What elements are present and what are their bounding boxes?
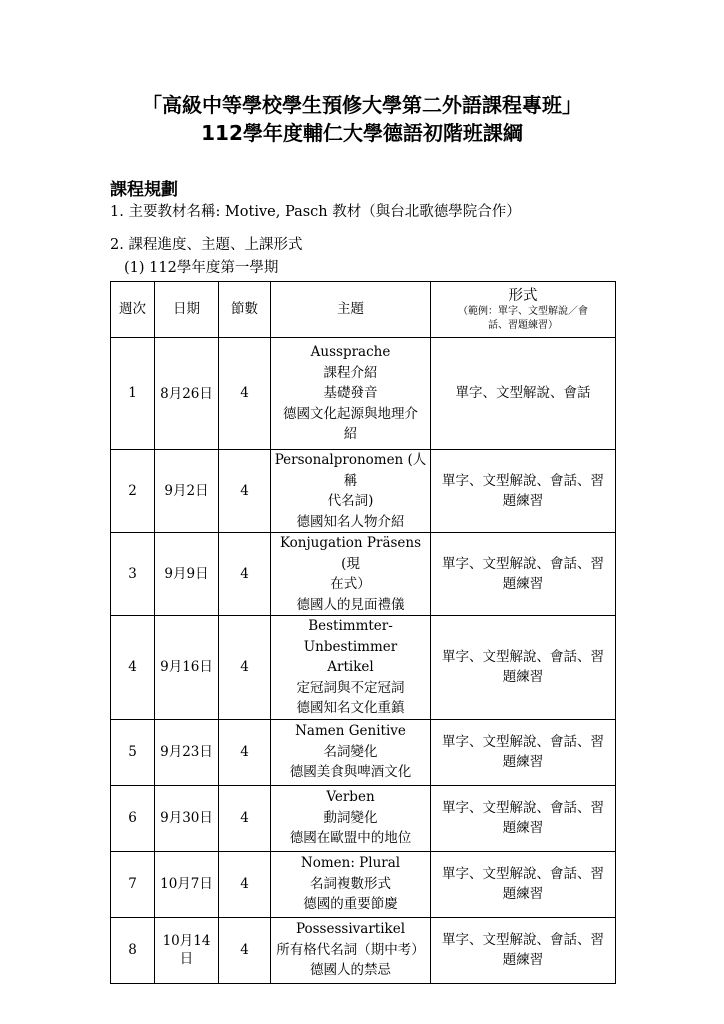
topic-line: Nomen: Plural bbox=[300, 855, 401, 872]
form-line: 單字、文型解說、會話、習 bbox=[442, 648, 604, 665]
form-line: 單字、文型解說、會話、習 bbox=[442, 555, 604, 572]
header-date: 日期 bbox=[155, 282, 219, 338]
form-line: 單字、文型解說、會話、習 bbox=[442, 931, 604, 948]
table-row bbox=[111, 719, 616, 785]
topic-line: 德國文化起源與地理介 bbox=[283, 405, 418, 422]
progress-item: 2. 課程進度、主題、上課形式 bbox=[110, 237, 303, 253]
topic-line: 德國人的禁忌 bbox=[310, 962, 391, 979]
week-cell: 7 bbox=[111, 851, 155, 917]
topic-line: 在式） bbox=[330, 576, 371, 592]
topic-cell bbox=[271, 851, 431, 917]
week-cell: 5 bbox=[111, 719, 155, 785]
topic-line: Namen Genitive bbox=[295, 723, 406, 740]
form-cell bbox=[431, 450, 616, 533]
topic-cell bbox=[271, 338, 431, 450]
sessions-cell: 4 bbox=[219, 719, 271, 785]
date-cell: 9月16日 bbox=[155, 616, 219, 720]
topic-line: 名詞複數形式 bbox=[310, 875, 391, 892]
form-cell bbox=[431, 785, 616, 851]
sessions-cell: 4 bbox=[219, 616, 271, 720]
header-topic: 主題 bbox=[271, 282, 431, 338]
header-sessions: 節數 bbox=[219, 282, 271, 338]
header-form-example-1: （範例：單字、文型解說／會 bbox=[458, 305, 588, 317]
topic-line: Verben bbox=[326, 789, 375, 806]
date-cell: 9月9日 bbox=[155, 533, 219, 616]
form-line: 單字、文型解說、會話 bbox=[455, 385, 591, 402]
form-cell bbox=[431, 616, 616, 720]
form-line: 題練習 bbox=[502, 754, 544, 770]
topic-line: 德國在歐盟中的地位 bbox=[289, 830, 412, 847]
form-line: 題練習 bbox=[502, 952, 544, 968]
form-line: 單字、文型解說、會話、習 bbox=[442, 799, 604, 816]
form-cell bbox=[431, 533, 616, 616]
date-cell: 9月23日 bbox=[155, 719, 219, 785]
date-cell: 10月14 日 bbox=[155, 917, 219, 983]
table-row bbox=[111, 533, 616, 616]
syllabus-table bbox=[110, 281, 616, 984]
topic-line: 德國的重要節慶 bbox=[303, 896, 398, 913]
topic-line: 代名詞) bbox=[327, 493, 374, 509]
document-title-line-1: 「高級中等學校學生預修大學第二外語課程專班」 bbox=[142, 93, 582, 117]
week-cell: 3 bbox=[111, 533, 155, 616]
topic-line: 紹 bbox=[343, 426, 358, 443]
topic-line: 所有格代名詞（期中考） bbox=[276, 941, 425, 958]
form-cell bbox=[431, 917, 616, 983]
form-cell bbox=[431, 851, 616, 917]
date-cell: 9月30日 bbox=[155, 785, 219, 851]
week-cell: 6 bbox=[111, 785, 155, 851]
header-week: 週次 bbox=[111, 282, 155, 338]
form-line: 題練習 bbox=[502, 820, 544, 836]
sessions-cell: 4 bbox=[219, 338, 271, 450]
week-cell: 2 bbox=[111, 450, 155, 533]
header-form-example-2: 話、習題練習） bbox=[488, 319, 558, 331]
table-row bbox=[111, 851, 616, 917]
topic-line: 名詞變化 bbox=[323, 743, 378, 760]
table-row bbox=[111, 917, 616, 983]
week-cell: 4 bbox=[111, 616, 155, 720]
topic-line: Personalpronomen (人稱 bbox=[274, 452, 427, 489]
sessions-cell: 4 bbox=[219, 785, 271, 851]
form-line: 題練習 bbox=[502, 576, 544, 592]
sessions-cell: 4 bbox=[219, 533, 271, 616]
topic-cell bbox=[271, 785, 431, 851]
table-row bbox=[111, 616, 616, 720]
topic-line: Bestimmter- Unbestimmer bbox=[303, 618, 398, 655]
semester-label: (1) 112學年度第一學期 bbox=[124, 260, 279, 276]
topic-line: 德國人的見面禮儀 bbox=[296, 596, 405, 613]
week-cell: 1 bbox=[111, 338, 155, 450]
topic-line: Artikel bbox=[327, 659, 374, 675]
topic-line: Konjugation Präsens (現 bbox=[279, 535, 422, 572]
sessions-cell: 4 bbox=[219, 917, 271, 983]
form-line: 單字、文型解說、會話、習 bbox=[442, 865, 604, 882]
form-cell bbox=[431, 719, 616, 785]
table-header-row bbox=[111, 282, 616, 338]
document-title-line-2: 112學年度輔仁大學德語初階班課綱 bbox=[201, 121, 523, 145]
table-row bbox=[111, 785, 616, 851]
topic-line: 動詞變化 bbox=[323, 809, 378, 826]
header-form-title: 形式 bbox=[508, 287, 538, 304]
header-form bbox=[431, 282, 616, 338]
form-cell bbox=[431, 338, 616, 450]
sessions-cell: 4 bbox=[219, 851, 271, 917]
topic-line: 德國知名人物介紹 bbox=[296, 513, 405, 530]
section-heading: 課程規劃 bbox=[110, 180, 178, 200]
topic-line: Possessivartikel bbox=[295, 921, 406, 938]
date-cell: 10月7日 bbox=[155, 851, 219, 917]
table-row bbox=[111, 338, 616, 450]
topic-line: 德國美食與啤酒文化 bbox=[289, 764, 412, 781]
form-line: 單字、文型解說、會話、習 bbox=[442, 733, 604, 750]
topic-cell bbox=[271, 616, 431, 720]
date-cell: 9月2日 bbox=[155, 450, 219, 533]
topic-line: 德國知名文化重鎮 bbox=[296, 700, 405, 716]
topic-cell bbox=[271, 719, 431, 785]
textbook-item: 1. 主要教材名稱: Motive, Pasch 教材（與台北歌德學院合作） bbox=[110, 204, 521, 220]
sessions-cell: 4 bbox=[219, 450, 271, 533]
table-row bbox=[111, 450, 616, 533]
topic-cell bbox=[271, 917, 431, 983]
topic-cell bbox=[271, 450, 431, 533]
form-line: 題練習 bbox=[502, 669, 544, 686]
topic-line: Aussprache bbox=[310, 344, 391, 361]
form-line: 題練習 bbox=[502, 886, 544, 902]
topic-cell bbox=[271, 533, 431, 616]
form-line: 題練習 bbox=[502, 493, 544, 509]
topic-line: 定冠詞與不定冠詞 bbox=[296, 679, 405, 696]
topic-line: 基礎發音 bbox=[323, 385, 378, 402]
topic-line: 課程介紹 bbox=[323, 364, 378, 381]
week-cell: 8 bbox=[111, 917, 155, 983]
form-line: 單字、文型解說、會話、習 bbox=[442, 472, 604, 489]
date-cell: 8月26日 bbox=[155, 338, 219, 450]
